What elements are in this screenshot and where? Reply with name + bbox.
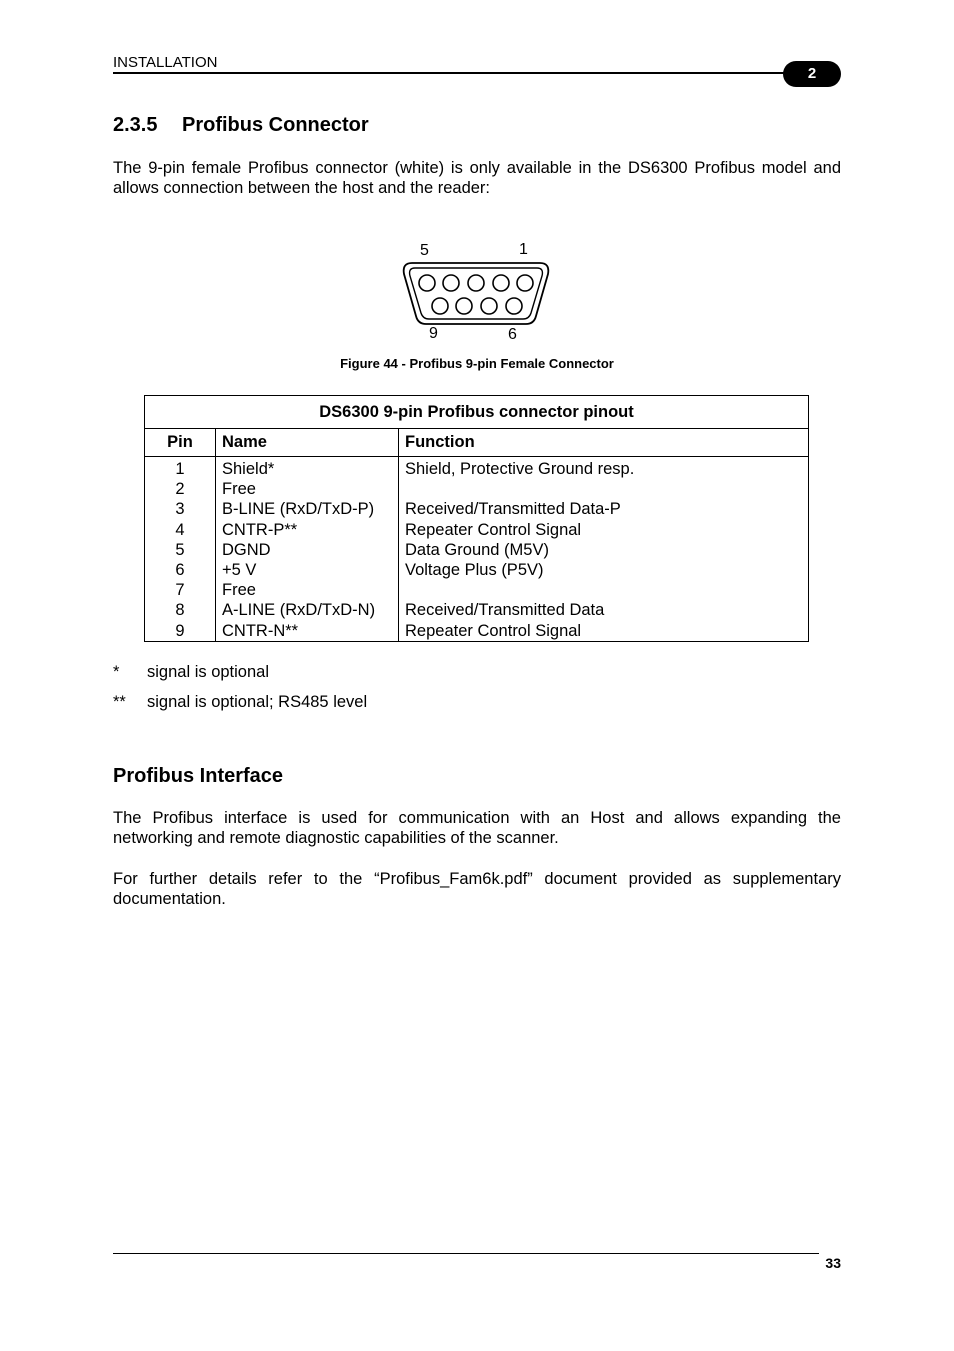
intro-paragraph: The 9-pin female Profibus connector (white) is only available in the DS6300 Profibus model and allows connection between the host and the reader:	[113, 159, 841, 197]
further-details-paragraph: For further details refer to the “Profibus_Fam6k.pdf” document provided as supplementary documentation.	[113, 870, 841, 908]
pin-hole	[432, 298, 448, 314]
page-number: 33	[825, 1255, 841, 1271]
pin-hole	[456, 298, 472, 314]
name-cell: Free	[216, 580, 399, 600]
column-header-pin: Pin	[145, 429, 216, 457]
footer-rule	[113, 1253, 819, 1254]
section-number: 2.3.5	[113, 114, 158, 136]
function-cell: Shield, Protective Ground resp.	[399, 457, 809, 480]
table-row	[145, 520, 809, 540]
section-title: Profibus Connector	[182, 114, 369, 136]
function-cell: Received/Transmitted Data-P	[399, 499, 809, 519]
function-cell	[399, 580, 809, 600]
table-title: DS6300 9-pin Profibus connector pinout	[145, 396, 809, 429]
table-row	[145, 600, 809, 620]
name-cell: A-LINE (RxD/TxD-N)	[216, 600, 399, 620]
table-row	[145, 457, 809, 480]
function-cell: Data Ground (M5V)	[399, 540, 809, 560]
pin-cell: 5	[145, 540, 216, 560]
pin-cell: 1	[145, 457, 216, 480]
pin-label-6: 6	[508, 326, 517, 343]
pin-cell: 3	[145, 499, 216, 519]
pin-cell: 6	[145, 560, 216, 580]
pin-label-9: 9	[429, 325, 438, 342]
figure-caption: Figure 44 - Profibus 9-pin Female Connector	[340, 356, 614, 371]
name-cell: CNTR-P**	[216, 520, 399, 540]
table-row	[145, 540, 809, 560]
footnote-text: signal is optional	[147, 663, 269, 681]
column-header-function: Function	[399, 429, 809, 457]
pin-hole	[481, 298, 497, 314]
pinout-table	[144, 395, 809, 642]
interface-heading: Profibus Interface	[113, 765, 284, 787]
footnote-text: signal is optional; RS485 level	[147, 693, 368, 711]
chapter-badge: 2	[783, 61, 841, 87]
connector-shell	[404, 263, 549, 324]
running-header: INSTALLATION	[113, 54, 218, 71]
name-cell: B-LINE (RxD/TxD-P)	[216, 499, 399, 519]
table-row	[145, 499, 809, 519]
table-row	[145, 560, 809, 580]
column-header-name: Name	[216, 429, 399, 457]
pin-hole	[419, 275, 435, 291]
name-cell: Shield*	[216, 457, 399, 480]
pin-hole	[468, 275, 484, 291]
footnote-mark: *	[113, 663, 120, 681]
function-cell: Repeater Control Signal	[399, 621, 809, 642]
db9-connector-diagram	[390, 232, 565, 347]
interface-paragraph: The Profibus interface is used for communication with an Host and allows expanding the networking and remote diagnostic capabilities of the scanner.	[113, 809, 841, 847]
pin-cell: 7	[145, 580, 216, 600]
section-heading	[113, 114, 369, 137]
name-cell: +5 V	[216, 560, 399, 580]
function-cell: Voltage Plus (P5V)	[399, 560, 809, 580]
function-cell: Repeater Control Signal	[399, 520, 809, 540]
name-cell: CNTR-N**	[216, 621, 399, 642]
pin-hole	[443, 275, 459, 291]
table-row	[145, 479, 809, 499]
pin-cell: 4	[145, 520, 216, 540]
pin-hole	[493, 275, 509, 291]
function-cell	[399, 479, 809, 499]
footnote-mark: **	[113, 693, 126, 711]
pin-hole	[517, 275, 533, 291]
header-rule	[113, 72, 801, 74]
pin-hole	[506, 298, 522, 314]
pin-cell: 9	[145, 621, 216, 642]
function-cell: Received/Transmitted Data	[399, 600, 809, 620]
footnote-rs485	[113, 693, 367, 712]
pin-label-1: 1	[519, 241, 528, 258]
name-cell: DGND	[216, 540, 399, 560]
table-row	[145, 580, 809, 600]
pin-label-5: 5	[420, 242, 429, 259]
table-row	[145, 621, 809, 642]
footnote-optional	[113, 663, 269, 682]
pin-cell: 8	[145, 600, 216, 620]
pin-cell: 2	[145, 479, 216, 499]
name-cell: Free	[216, 479, 399, 499]
